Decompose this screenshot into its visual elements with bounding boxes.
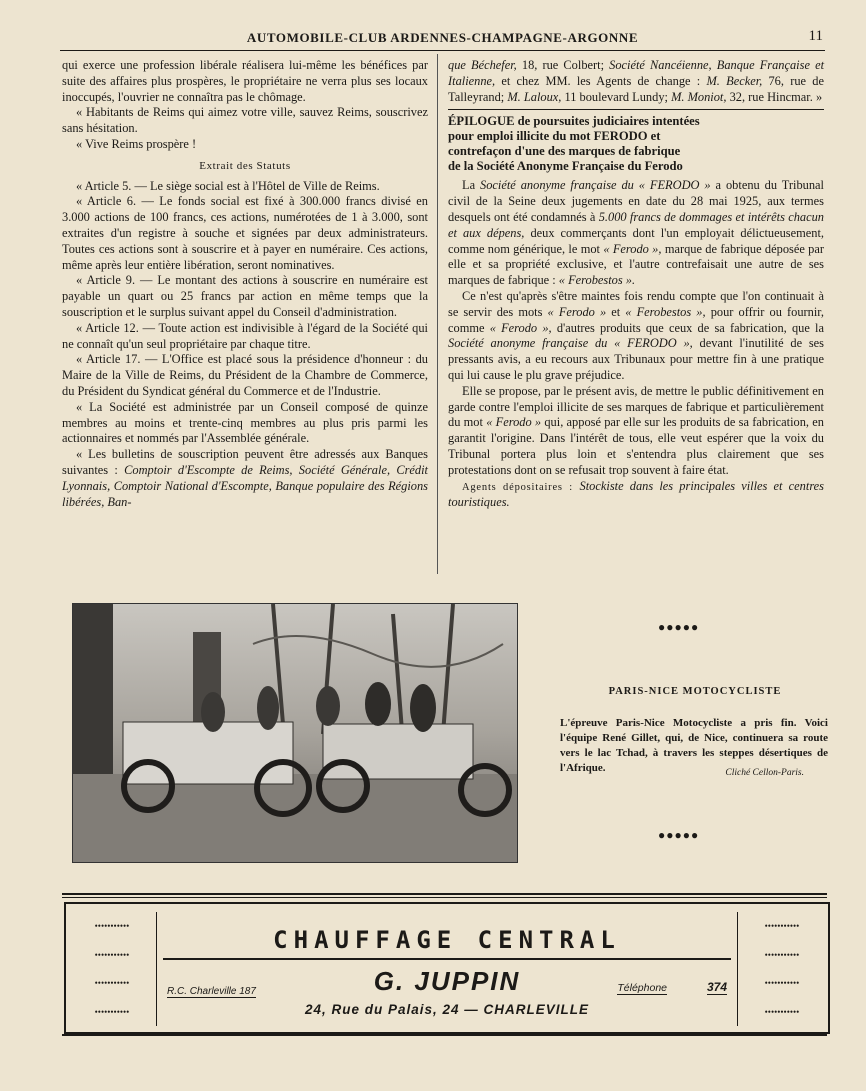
text-italic: Société anonyme française du « FERODO », [448, 336, 693, 351]
advertisement [64, 902, 830, 1034]
text: Elle se propose, par le présent avis, de mettre le public définitivement en garde contre l'emploi illicite de ses marques de fabrique et particulièrement du mot [448, 383, 824, 430]
text: marque de fabrique déposée par elle et sa propriété exclusive, et l'autre contrefaisait une autre de ses marques de fabrique : [448, 241, 824, 288]
text-italic: 5.000 francs de dommages et intérêts chacun et aux dépens, [448, 209, 824, 240]
section-rule [448, 109, 824, 110]
motorcycle-team-photo [72, 603, 518, 863]
paragraph: « Habitants de Reims qui aimez votre ville, sauvez Reims, souscrivez sans hésitation. [62, 105, 428, 136]
text-italic: M. Moniot, [671, 89, 727, 104]
text: 76, rue de Talleyrand; [448, 73, 824, 104]
ad-company-name: G. JUPPIN [373, 966, 521, 996]
page-header-title: AUTOMOBILE-CLUB ARDENNES-CHAMPAGNE-ARGONNE [246, 30, 639, 45]
ad-rule-top [62, 893, 827, 895]
ad-inner-panel [156, 912, 738, 1026]
left-column [62, 58, 428, 510]
agents-label: Agents dépositaires : [462, 481, 580, 493]
paragraph: qui exerce une profession libérale réalisera lui-même les bénéfices par suite des affaires plus prospères, le propriétaire ne verra plus ses locaux inoccupés, l'ouvrier ne connaîtra pas le chômage. [62, 58, 428, 104]
text: devant l'inutilité de ses pressants avis, a eu recours aux Tribunaux pour mettre fin à une pratique qui lui cause le plu grave préjudice. [448, 336, 824, 382]
article-6: « Article 6. — Le fonds social est fixé à 300.000 francs divisé en 3.000 actions de 100 francs, ces actions, numérotées de 1 à 3.000, sont extraites d'un registre à souche et signées par deux administrateurs. Toutes ces actions sont à souscrire et à payer en numéraire. Ces actions, même après leur entière libération, seront nominatives. [62, 194, 428, 272]
epilogue-title-line: contrefaçon d'une des marques de fabrique [448, 144, 681, 159]
text: 18, rue Colbert; [516, 58, 610, 72]
text-italic: Société Nancéienne, Banque Française et Italienne, [448, 58, 825, 88]
caption-credit: Cliché Cellon-Paris. [725, 768, 804, 778]
text-italic: que Béchefer, [448, 58, 517, 72]
article-9: « Article 9. — Le montant des actions à souscrire en numéraire est payable un quart ou 25 francs par action en même temps que la souscription et le surplus suivant appel du Conseil d'administration. [62, 273, 428, 319]
ad-telephone-number: 374 [706, 980, 727, 994]
ad-heading: CHAUFFAGE CENTRAL [273, 926, 621, 954]
paragraph-conseil: « La Société est administrée par un Conseil composé de quinze membres au moins et trente-cinq membres au plus pris parmi les actionnaires et nommés par l'Assemblée générale. [62, 399, 428, 446]
ad-pattern-row: ••••••••••• [94, 1006, 130, 1017]
text: qui, apposé par elle sur les produits de sa fabrication, en garantit l'origine. Dans l'intérêt de tous, elle veut espérer que la voix du Tribunal portera plus loin et s'entendra plus clairement que ses protestations dont on se refusait trop souvent à faire état. [448, 415, 824, 477]
ad-pattern-row: ••••••••••• [94, 921, 130, 932]
caption-title: PARIS-NICE MOTOCYCLISTE [608, 686, 782, 697]
ornament-bottom: ●●●●● [658, 828, 700, 842]
paragraph-bulletins [62, 447, 428, 510]
text: d'autres produits que ceux de sa fabrication, que la [551, 320, 824, 335]
text: 11 boulevard Lundy; [561, 89, 672, 104]
ad-registration: R.C. Charleville 187 [167, 986, 256, 997]
ad-side-pattern-right [740, 912, 824, 1026]
ad-pattern-row: ••••••••••• [764, 978, 800, 989]
agents-paragraph [448, 479, 824, 512]
page-number: 11 [808, 28, 823, 44]
text: pour offrir ou fournir, comme [448, 304, 825, 335]
epilogue-title-line: ÉPILOGUE de poursuites judiciaires intentées [448, 114, 700, 129]
text-italic: M. Laloux, [507, 89, 562, 104]
column-divider [437, 54, 438, 574]
bulletins-lead: « Les bulletins de souscription peuvent être adressés aux Banques suivantes : [62, 447, 428, 477]
text-italic: « Ferodo » [486, 415, 542, 430]
text-italic: « Ferobestos », [625, 304, 706, 319]
ad-pattern-row: ••••••••••• [764, 949, 800, 960]
ad-pattern-row: ••••••••••• [94, 978, 130, 989]
article-17: « Article 17. — L'Office est placé sous la présidence d'honneur : du Maire de la Ville de Reims, du Président de la Chambre de Commerce, du Président du Syndicat général du Commerce et de l'Industrie. [62, 352, 428, 398]
ad-pattern-row: ••••••••••• [764, 1006, 800, 1017]
ad-address: 24, Rue du Palais, 24 — CHARLEVILLE [304, 1002, 590, 1017]
epilogue-title-line: pour emploi illicite du mot FERODO et [448, 129, 661, 144]
text: 32, rue Hincmar. » [726, 89, 823, 104]
epilogue-paragraph-3 [448, 384, 824, 479]
text-italic: Société anonyme française du « FERODO » [480, 178, 711, 193]
text: et chez MM. les Agents de change : [495, 73, 707, 88]
photo-illustration [73, 604, 517, 862]
text: a obtenu du Tribunal civil de la Seine deux jugements en date du 28 mai 1925, aux termes desquels ont été condamnés à [448, 178, 824, 224]
continued-paragraph [448, 58, 824, 105]
ornament-top: ●●●●● [658, 620, 700, 634]
text-italic: « Ferodo », [603, 241, 662, 256]
ad-telephone-label: Téléphone [617, 982, 667, 994]
section-subheading: Extrait des Statuts [199, 159, 291, 172]
agents-text: Stockiste dans les principales villes et centres touristiques. [448, 478, 824, 510]
text-italic: « Ferodo », [489, 320, 552, 335]
ad-rule-bottom [62, 1034, 827, 1036]
epilogue-paragraph-2 [448, 289, 824, 384]
text: deux commerçants dont l'un employait délictueusement, comme nom générique, le mot [448, 225, 824, 256]
caption-text: L'épreuve Paris-Nice Motocycliste a pris fin. Voici l'équipe René Gillet, qui, de Nice, continuera sa route vers le lac Tchad, à travers les steppes désertiques de l'Afrique. [560, 717, 828, 774]
text-italic: « Ferodo » [547, 304, 607, 319]
text: Ce n'est qu'après s'être maintes fois rendu compte que l'on continuait à se servir des mots [448, 288, 824, 319]
ad-pattern-row: ••••••••••• [764, 921, 800, 932]
text-italic: « Ferobestos ». [558, 273, 636, 288]
ad-divider [163, 958, 731, 960]
bulletins-banks: Comptoir d'Escompte de Reims, Société Générale, Crédit Lyonnais, Comptoir National d'Escompte, Banque populaire des Régions libérées, Ban- [62, 462, 428, 509]
text: et [606, 304, 626, 319]
ad-side-pattern-left [70, 912, 154, 1026]
epilogue-paragraph-1 [448, 178, 824, 289]
right-column [448, 58, 824, 511]
article-5: « Article 5. — Le siège social est à l'Hôtel de Ville de Reims. [76, 178, 380, 193]
ad-rule-top-thin [62, 897, 827, 898]
page-header [60, 28, 825, 51]
epilogue-title [448, 114, 824, 174]
article-12: « Article 12. — Toute action est indivisible à l'égard de la Société qui ne connaît qu'un seul propriétaire par chaque titre. [62, 320, 428, 351]
text-italic: M. Becker, [706, 73, 763, 88]
epilogue-title-line: de la Société Anonyme Française du Ferodo [448, 159, 683, 174]
text: La [462, 178, 481, 193]
paragraph: « Vive Reims prospère ! [76, 136, 197, 151]
ad-pattern-row: ••••••••••• [94, 949, 130, 960]
